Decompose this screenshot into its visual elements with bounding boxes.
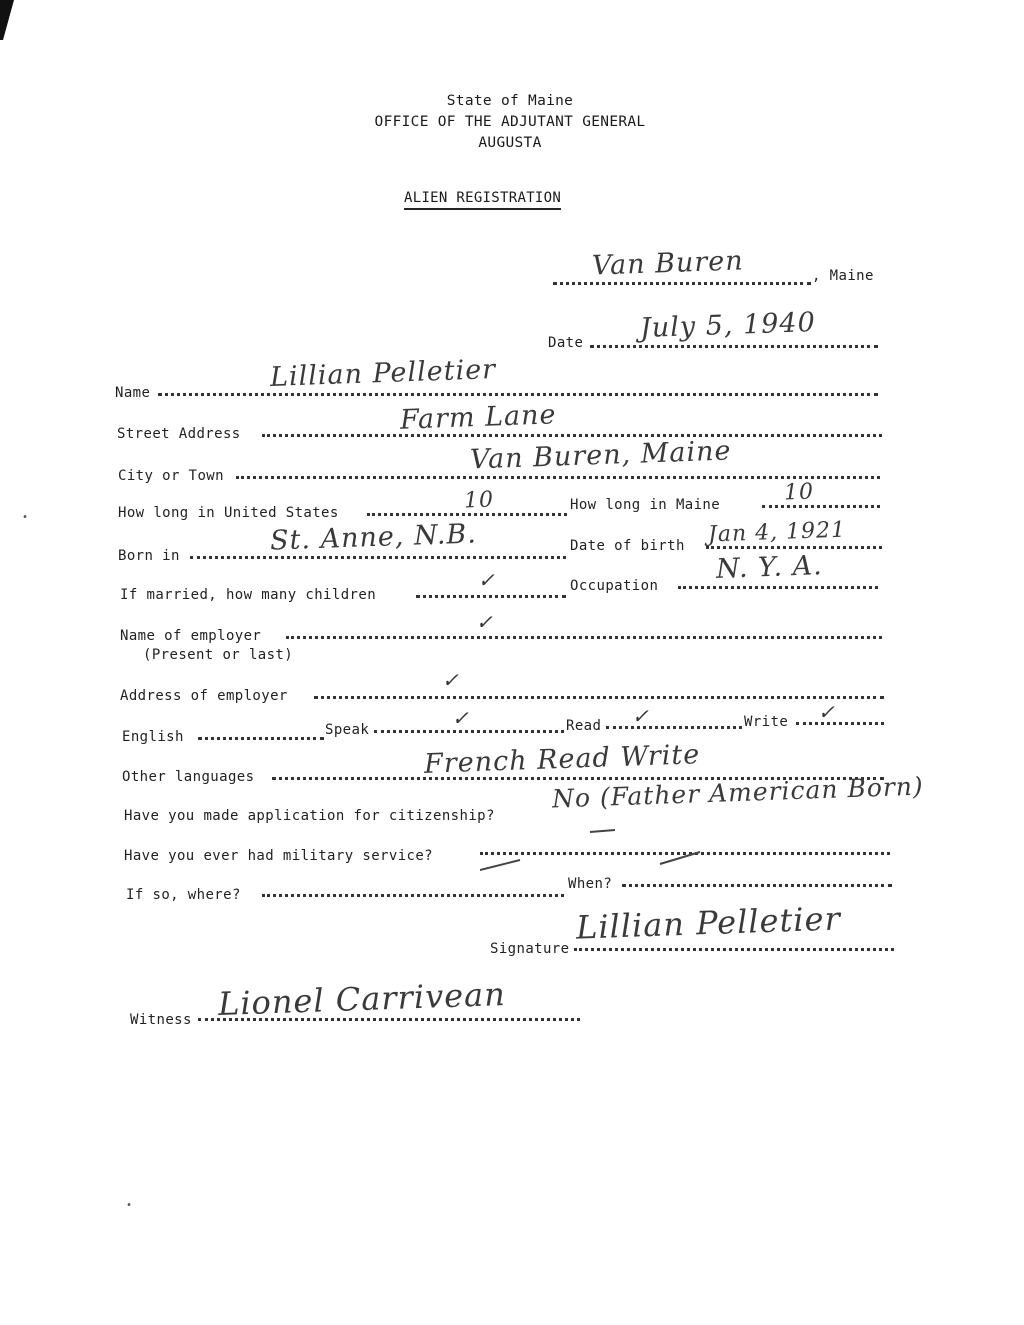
born-label: Born in	[118, 548, 180, 564]
speak-label: Speak	[325, 722, 370, 738]
name-dotted-line	[158, 393, 878, 396]
scan-speck: •	[126, 1200, 133, 1211]
us-duration-label: How long in United States	[118, 505, 339, 521]
dob-label: Date of birth	[570, 538, 685, 554]
write-label: Write	[744, 714, 789, 730]
speak-dotted-line	[374, 730, 564, 733]
employer-dotted-line	[286, 636, 882, 639]
us-duration-handwritten: 10	[463, 487, 495, 514]
city-heading: AUGUSTA	[478, 135, 542, 151]
children-check-mark: ✓	[478, 568, 495, 592]
office-heading: OFFICE OF THE ADJUTANT GENERAL	[374, 114, 646, 130]
military-label: Have you ever had military service?	[124, 848, 434, 864]
born-handwritten: St. Anne, N.B.	[269, 518, 478, 557]
maine-duration-handwritten: 10	[783, 479, 815, 506]
english-label: English	[122, 729, 184, 745]
employer-label: Name of employer	[120, 628, 262, 644]
signature-label: Signature	[490, 941, 570, 957]
employer-address-label: Address of employer	[120, 688, 288, 704]
where-dotted-line	[262, 894, 564, 897]
state-heading: State of Maine	[446, 93, 574, 109]
street-dotted-line	[262, 434, 882, 437]
witness-handwritten: Lionel Carrivean	[217, 974, 507, 1024]
speak-check-mark: ✓	[452, 706, 469, 730]
employer-sublabel: (Present or last)	[143, 647, 294, 663]
occupation-handwritten: N. Y. A.	[715, 550, 824, 585]
date-dotted-line	[590, 345, 878, 348]
witness-label: Witness	[130, 1012, 192, 1028]
read-check-mark: ✓	[632, 704, 649, 728]
when-dotted-line	[622, 884, 892, 887]
write-dotted-line	[796, 722, 884, 725]
children-dotted-line	[416, 595, 566, 598]
town-dotted-line	[553, 282, 811, 285]
dob-handwritten: Jan 4, 1921	[707, 517, 847, 548]
employer-address-dotted-line	[314, 696, 884, 699]
signature-dotted-line	[574, 948, 894, 951]
scan-corner-mark	[0, 0, 14, 40]
write-check-mark: ✓	[818, 700, 835, 724]
maine-duration-dotted-line	[762, 505, 880, 508]
citizenship-handwritten: No (Father American Born)	[551, 771, 925, 814]
born-dotted-line	[190, 556, 566, 559]
street-label: Street Address	[117, 426, 241, 442]
when-label: When?	[568, 876, 613, 892]
occupation-dotted-line	[678, 586, 878, 589]
us-duration-dotted-line	[367, 513, 567, 516]
employer-check-mark: ✓	[476, 610, 493, 634]
signature-handwritten: Lillian Pelletier	[575, 899, 842, 947]
city-dotted-line	[236, 476, 880, 479]
children-label: If married, how many children	[120, 587, 377, 603]
english-dotted-line	[198, 737, 324, 740]
maine-suffix: , Maine	[812, 268, 874, 284]
other-languages-handwritten: French Read Write	[423, 739, 701, 780]
date-label: Date	[548, 335, 584, 351]
name-label: Name	[115, 385, 151, 401]
read-label: Read	[566, 718, 602, 734]
occupation-label: Occupation	[570, 578, 659, 594]
maine-duration-label: How long in Maine	[570, 497, 721, 513]
name-handwritten: Lillian Pelletier	[269, 354, 497, 393]
form-title: ALIEN REGISTRATION	[404, 190, 561, 210]
employer-address-check-mark: ✓	[442, 668, 459, 692]
date-handwritten: July 5, 1940	[639, 306, 817, 345]
where-label: If so, where?	[126, 887, 241, 903]
citizenship-label: Have you made application for citizenship?	[124, 808, 495, 824]
read-dotted-line	[606, 726, 742, 729]
scan-speck: •	[22, 512, 29, 523]
other-languages-label: Other languages	[122, 769, 255, 785]
street-handwritten: Farm Lane	[399, 399, 557, 436]
city-handwritten: Van Buren, Maine	[469, 435, 732, 476]
town-handwritten: Van Buren	[591, 245, 745, 282]
city-label: City or Town	[118, 468, 224, 484]
